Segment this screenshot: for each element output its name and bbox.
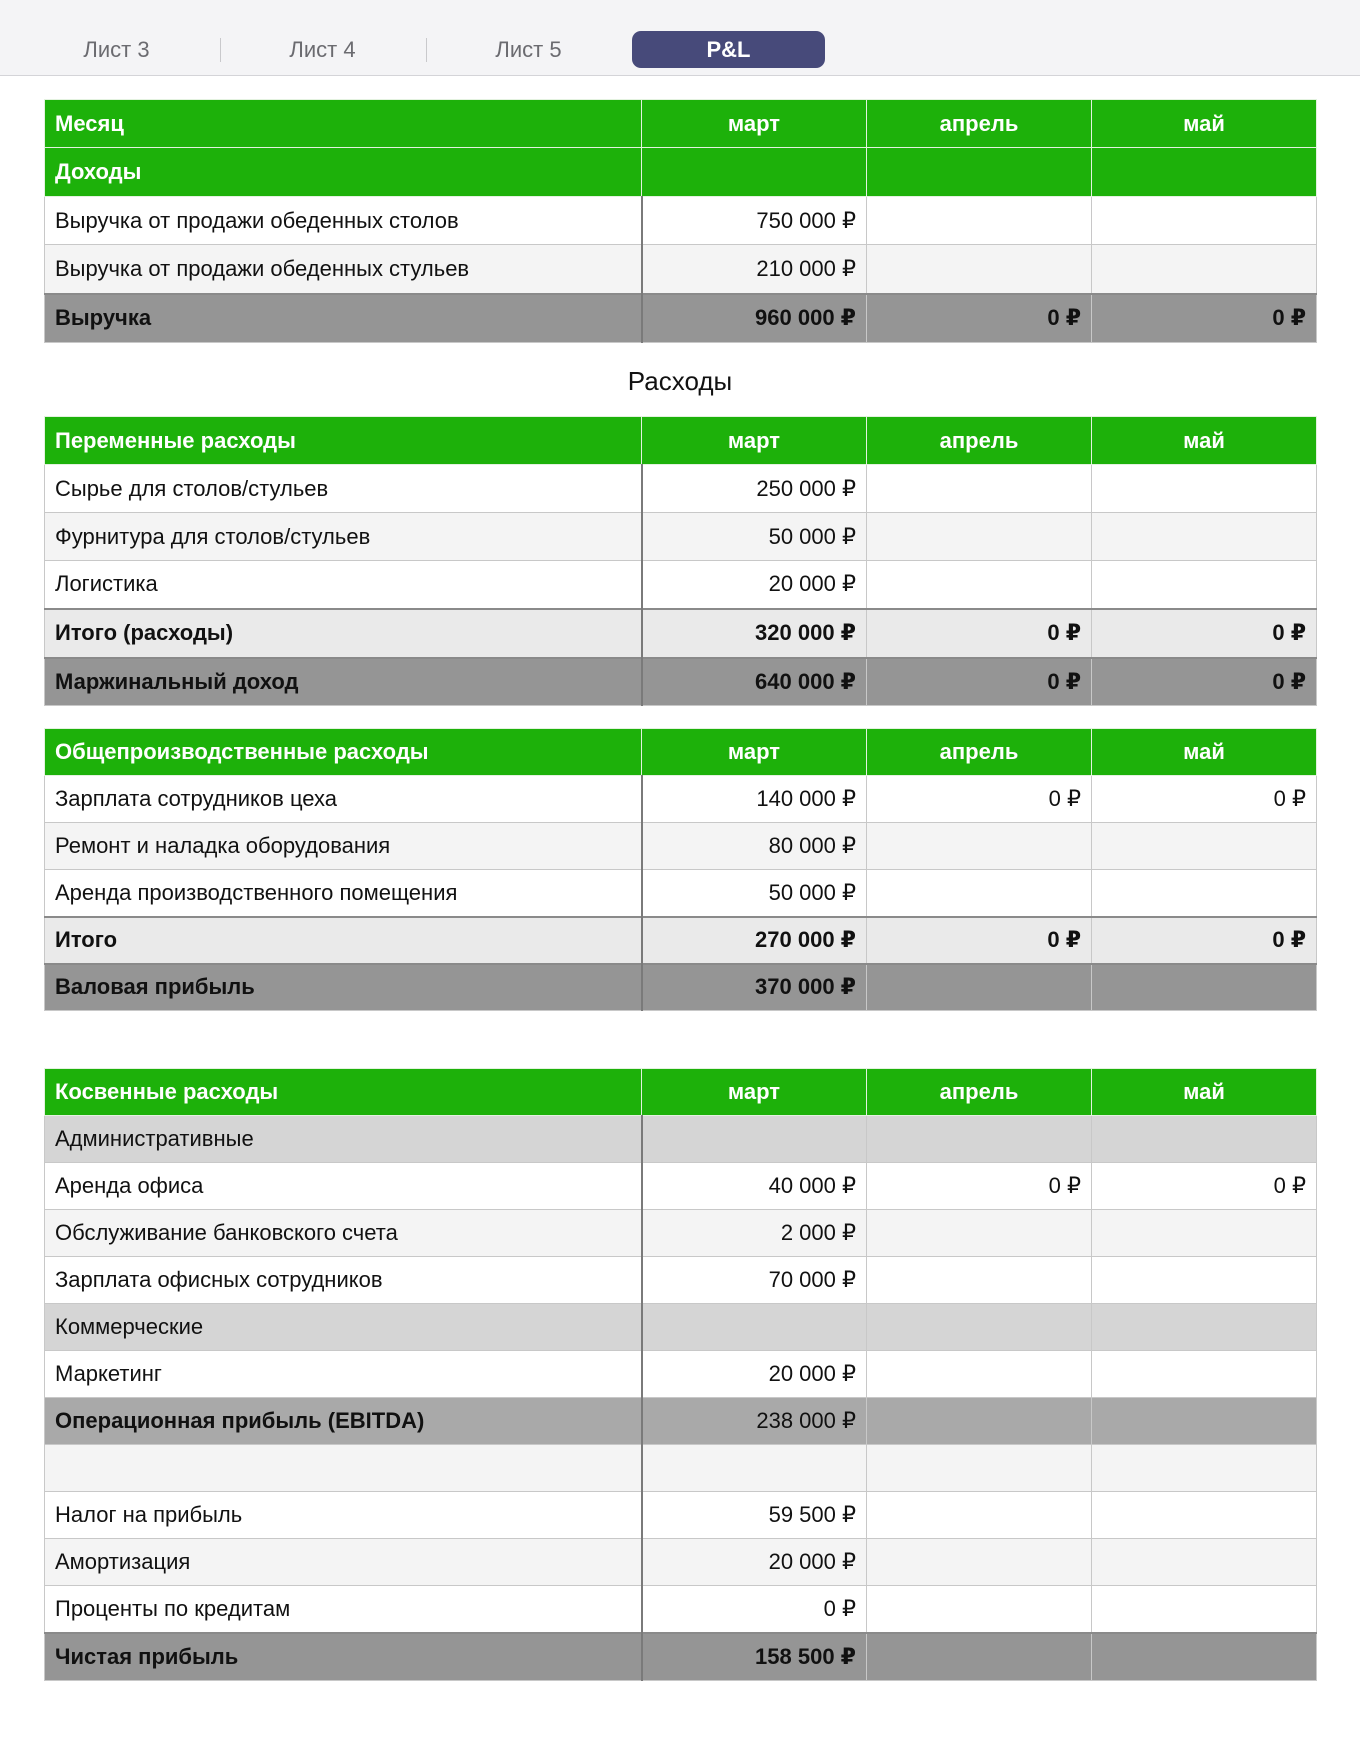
table-row: [45, 776, 1317, 823]
table-row: [45, 1586, 1317, 1633]
value-cell[interactable]: [867, 513, 1092, 561]
value-cell[interactable]: 0 ₽: [867, 1163, 1092, 1210]
header-month-cell[interactable]: май: [1092, 729, 1317, 776]
value-cell[interactable]: [642, 148, 867, 197]
tab-divider: [220, 38, 221, 62]
table-row: [45, 1492, 1317, 1539]
label-cell[interactable]: Выручка от продажи обеденных стульев: [45, 245, 642, 294]
value-cell[interactable]: [1092, 870, 1317, 917]
label-cell[interactable]: Зарплата сотрудников цеха: [45, 776, 642, 823]
total-row: [45, 294, 1317, 343]
header-label-cell[interactable]: Косвенные расходы: [45, 1069, 642, 1116]
value-cell[interactable]: 0 ₽: [867, 658, 1092, 706]
value-cell[interactable]: [1092, 148, 1317, 197]
value-cell[interactable]: 0 ₽: [1092, 1163, 1317, 1210]
value-cell[interactable]: 50 000 ₽: [642, 513, 867, 561]
table-header-row: [45, 1069, 1317, 1116]
value-cell[interactable]: [867, 870, 1092, 917]
value-cell[interactable]: [867, 1586, 1092, 1633]
value-cell[interactable]: [1092, 245, 1317, 294]
table-row: [45, 197, 1317, 245]
label-cell[interactable]: Аренда производственного помещения: [45, 870, 642, 917]
overhead-expenses-table: [44, 728, 1317, 1011]
value-cell[interactable]: 20 000 ₽: [642, 1351, 867, 1398]
value-cell[interactable]: 750 000 ₽: [642, 197, 867, 245]
value-cell[interactable]: [1092, 513, 1317, 561]
value-cell[interactable]: [867, 1257, 1092, 1304]
value-cell[interactable]: 59 500 ₽: [642, 1492, 867, 1539]
header-month-cell[interactable]: апрель: [867, 100, 1092, 148]
value-cell[interactable]: [867, 964, 1092, 1011]
value-cell[interactable]: 70 000 ₽: [642, 1257, 867, 1304]
empty-row: [45, 1445, 1317, 1492]
header-label-cell[interactable]: Месяц: [45, 100, 642, 148]
value-cell[interactable]: 0 ₽: [867, 917, 1092, 964]
value-cell[interactable]: [867, 1492, 1092, 1539]
value-cell[interactable]: 270 000 ₽: [642, 917, 867, 964]
label-cell[interactable]: Обслуживание банковского счета: [45, 1210, 642, 1257]
label-cell[interactable]: Аренда офиса: [45, 1163, 642, 1210]
value-cell[interactable]: 0 ₽: [867, 776, 1092, 823]
value-cell[interactable]: 50 000 ₽: [642, 870, 867, 917]
value-cell[interactable]: 0 ₽: [1092, 609, 1317, 658]
value-cell[interactable]: [867, 1633, 1092, 1681]
value-cell[interactable]: [867, 1116, 1092, 1163]
value-cell[interactable]: [867, 1351, 1092, 1398]
value-cell[interactable]: 0 ₽: [1092, 776, 1317, 823]
header-month-cell[interactable]: март: [642, 729, 867, 776]
value-cell[interactable]: [867, 1539, 1092, 1586]
label-cell[interactable]: Валовая прибыль: [45, 964, 642, 1011]
table-header-row: [45, 100, 1317, 148]
label-cell[interactable]: Итого (расходы): [45, 609, 642, 658]
header-month-cell[interactable]: март: [642, 1069, 867, 1116]
tab-divider: [426, 38, 427, 62]
table-row: [45, 1539, 1317, 1586]
value-cell[interactable]: [1092, 964, 1317, 1011]
value-cell[interactable]: 80 000 ₽: [642, 823, 867, 870]
table-row: [45, 1257, 1317, 1304]
table-row: [45, 870, 1317, 917]
value-cell[interactable]: [1092, 1492, 1317, 1539]
table-row: [45, 561, 1317, 609]
value-cell[interactable]: [1092, 1633, 1317, 1681]
value-cell[interactable]: 640 000 ₽: [642, 658, 867, 706]
group-row: [45, 1304, 1317, 1351]
indirect-expenses-table: [44, 1068, 1317, 1681]
total-row: [45, 658, 1317, 706]
label-cell[interactable]: Сырье для столов/стульев: [45, 465, 642, 513]
value-cell[interactable]: 20 000 ₽: [642, 1539, 867, 1586]
value-cell[interactable]: [1092, 823, 1317, 870]
label-cell[interactable]: Логистика: [45, 561, 642, 609]
value-cell[interactable]: [1092, 1351, 1317, 1398]
label-cell[interactable]: Доходы: [45, 148, 642, 197]
expenses-section-title: Расходы: [627, 366, 733, 396]
value-cell[interactable]: [867, 823, 1092, 870]
label-cell[interactable]: Налог на прибыль: [45, 1492, 642, 1539]
value-cell[interactable]: 320 000 ₽: [642, 609, 867, 658]
value-cell[interactable]: 0 ₽: [1092, 917, 1317, 964]
label-cell[interactable]: Фурнитура для столов/стульев: [45, 513, 642, 561]
value-cell[interactable]: 0 ₽: [867, 294, 1092, 343]
header-month-cell[interactable]: май: [1092, 100, 1317, 148]
label-cell[interactable]: Амортизация: [45, 1539, 642, 1586]
value-cell[interactable]: 238 000 ₽: [642, 1398, 867, 1445]
revenue-table: [44, 99, 1317, 343]
value-cell[interactable]: 0 ₽: [1092, 294, 1317, 343]
table-row: [45, 1210, 1317, 1257]
value-cell[interactable]: 20 000 ₽: [642, 561, 867, 609]
label-cell[interactable]: Ремонт и наладка оборудования: [45, 823, 642, 870]
value-cell[interactable]: [642, 1116, 867, 1163]
label-cell[interactable]: Зарплата офисных сотрудников: [45, 1257, 642, 1304]
header-label-cell[interactable]: Переменные расходы: [45, 417, 642, 465]
header-month-cell[interactable]: апрель: [867, 417, 1092, 465]
value-cell[interactable]: 210 000 ₽: [642, 245, 867, 294]
label-cell[interactable]: Маржинальный доход: [45, 658, 642, 706]
value-cell[interactable]: 0 ₽: [1092, 658, 1317, 706]
value-cell[interactable]: [1092, 1445, 1317, 1492]
header-month-cell[interactable]: апрель: [867, 729, 1092, 776]
value-cell[interactable]: [867, 1210, 1092, 1257]
label-cell[interactable]: Операционная прибыль (EBITDA): [45, 1398, 642, 1445]
header-month-cell[interactable]: март: [642, 417, 867, 465]
table-header-row: [45, 417, 1317, 465]
label-cell[interactable]: Коммерческие: [45, 1304, 642, 1351]
value-cell[interactable]: [1092, 1257, 1317, 1304]
value-cell[interactable]: [867, 465, 1092, 513]
total-row: [45, 964, 1317, 1011]
value-cell[interactable]: [1092, 561, 1317, 609]
table-header-row: [45, 729, 1317, 776]
label-cell[interactable]: [45, 1445, 642, 1492]
table-row: [45, 1163, 1317, 1210]
value-cell[interactable]: [867, 1304, 1092, 1351]
header-label-cell[interactable]: Общепроизводственные расходы: [45, 729, 642, 776]
label-cell[interactable]: Выручка от продажи обеденных столов: [45, 197, 642, 245]
value-cell[interactable]: [1092, 1116, 1317, 1163]
label-cell[interactable]: Проценты по кредитам: [45, 1586, 642, 1633]
header-month-cell[interactable]: май: [1092, 1069, 1317, 1116]
value-cell[interactable]: [1092, 1304, 1317, 1351]
ebitda-row: [45, 1398, 1317, 1445]
value-cell[interactable]: [867, 148, 1092, 197]
value-cell[interactable]: [1092, 197, 1317, 245]
value-cell[interactable]: [867, 245, 1092, 294]
value-cell[interactable]: 2 000 ₽: [642, 1210, 867, 1257]
header-month-cell[interactable]: апрель: [867, 1069, 1092, 1116]
value-cell[interactable]: [867, 1445, 1092, 1492]
value-cell[interactable]: [1092, 1210, 1317, 1257]
value-cell[interactable]: 140 000 ₽: [642, 776, 867, 823]
sheet-tab-bar: [0, 0, 1360, 76]
value-cell[interactable]: 0 ₽: [867, 609, 1092, 658]
table-row: [45, 465, 1317, 513]
label-cell[interactable]: Итого: [45, 917, 642, 964]
table-row: [45, 1351, 1317, 1398]
label-cell[interactable]: Административные: [45, 1116, 642, 1163]
value-cell[interactable]: [1092, 1539, 1317, 1586]
label-cell[interactable]: Чистая прибыль: [45, 1633, 642, 1681]
value-cell[interactable]: [1092, 1398, 1317, 1445]
tab-pl[interactable]: P&L: [632, 31, 825, 68]
value-cell[interactable]: 960 000 ₽: [642, 294, 867, 343]
value-cell[interactable]: [867, 561, 1092, 609]
value-cell[interactable]: [642, 1445, 867, 1492]
value-cell[interactable]: [867, 197, 1092, 245]
value-cell[interactable]: 40 000 ₽: [642, 1163, 867, 1210]
value-cell[interactable]: 0 ₽: [642, 1586, 867, 1633]
value-cell[interactable]: [642, 1304, 867, 1351]
table-row: [45, 513, 1317, 561]
value-cell[interactable]: [1092, 1586, 1317, 1633]
label-cell[interactable]: Маркетинг: [45, 1351, 642, 1398]
header-month-cell[interactable]: март: [642, 100, 867, 148]
table-row: [45, 245, 1317, 294]
section-header-row: [45, 148, 1317, 197]
total-row: [45, 1633, 1317, 1681]
subtotal-row: [45, 917, 1317, 964]
tab-sheet-3[interactable]: Лист 3: [83, 36, 150, 62]
variable-expenses-table: [44, 416, 1317, 706]
label-cell[interactable]: Выручка: [45, 294, 642, 343]
group-row: [45, 1116, 1317, 1163]
header-month-cell[interactable]: май: [1092, 417, 1317, 465]
value-cell[interactable]: [1092, 465, 1317, 513]
value-cell[interactable]: 158 500 ₽: [642, 1633, 867, 1681]
value-cell[interactable]: 250 000 ₽: [642, 465, 867, 513]
value-cell[interactable]: [867, 1398, 1092, 1445]
table-row: [45, 823, 1317, 870]
subtotal-row: [45, 609, 1317, 658]
tab-sheet-5[interactable]: Лист 5: [495, 36, 562, 62]
tab-sheet-4[interactable]: Лист 4: [289, 36, 356, 62]
value-cell[interactable]: 370 000 ₽: [642, 964, 867, 1011]
